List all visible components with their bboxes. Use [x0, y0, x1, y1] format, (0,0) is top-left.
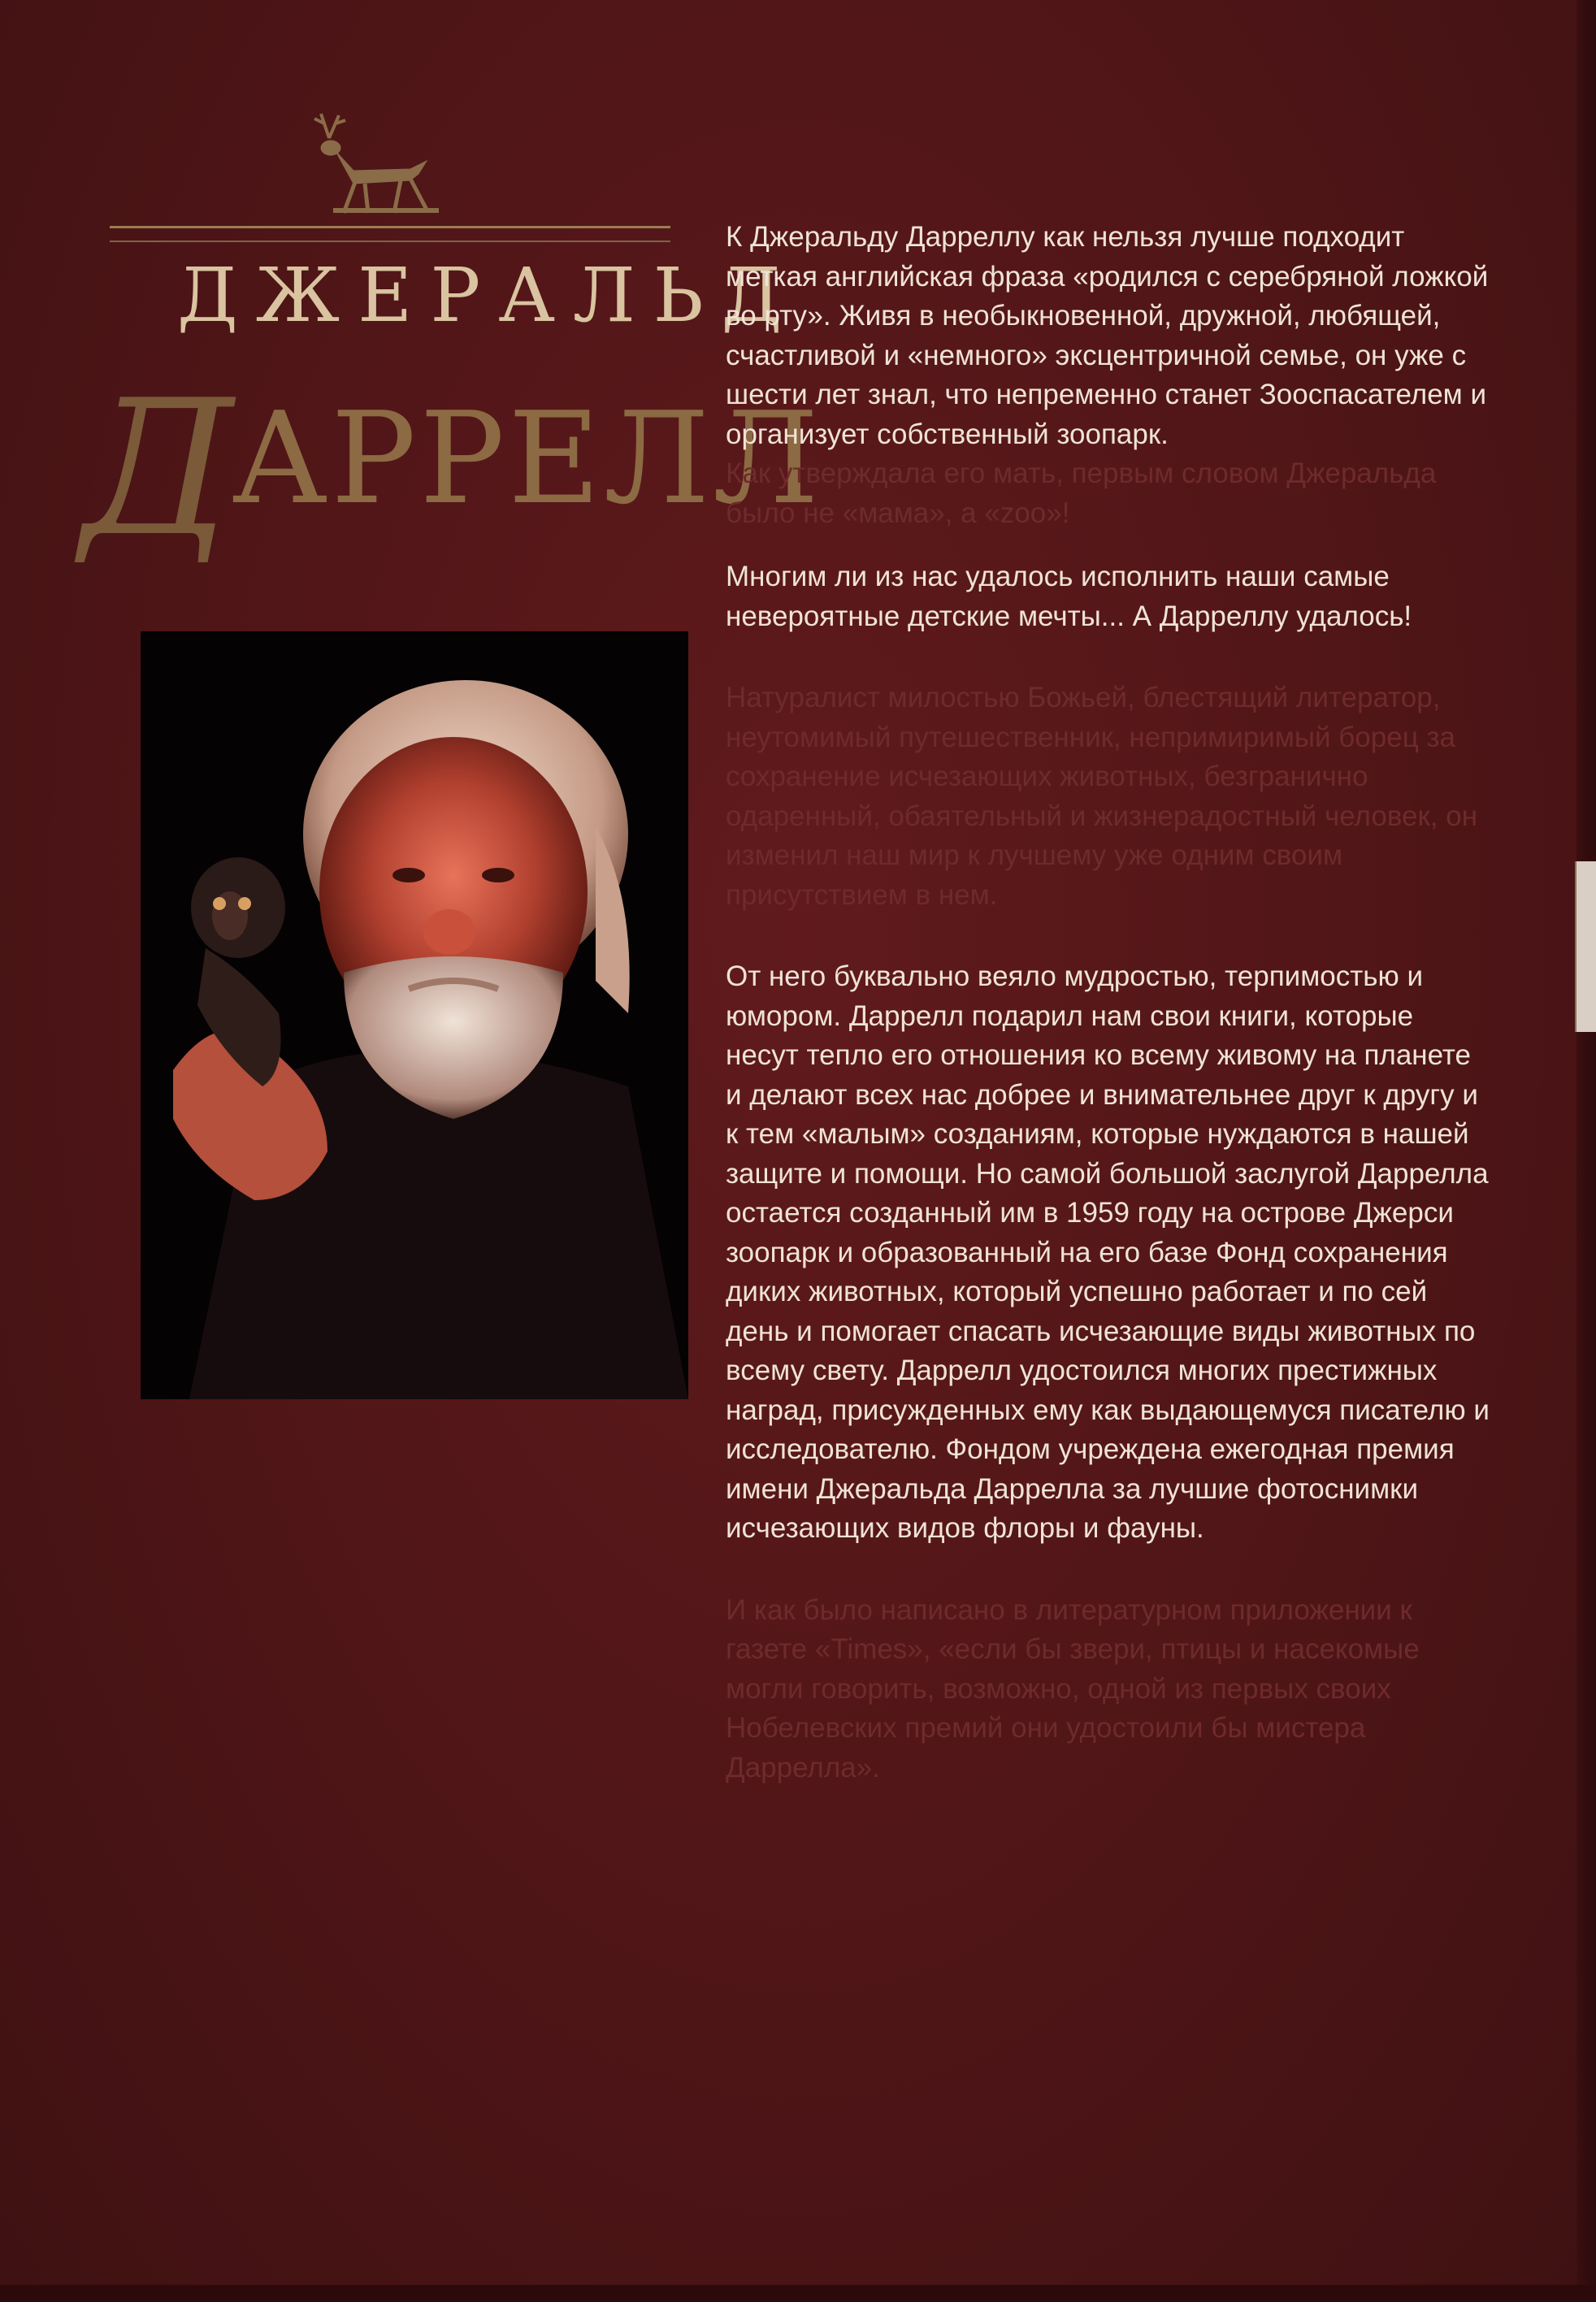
- cover-right-edge: [1576, 0, 1596, 2302]
- author-last-rest: АРРЕЛЛ: [232, 384, 822, 532]
- cover-bottom-edge: [0, 2285, 1596, 2302]
- author-portrait-image: [141, 631, 688, 1399]
- paragraph-dreams: Многим ли из нас удалось исполнить наши самые невероятные детские мечты... А Дарреллу удалось!: [726, 561, 1412, 632]
- paragraph-naturalist: Натуралист милостью Божьей, блестящий литератор, неутомимый путешественник, непримиримый борец за сохранение исчезающих животных, безгранично одаренный, обаятельный и жизнерадостный человек, он изменил наш мир к лучшему уже одним своим присутствием в нем.: [726, 682, 1478, 911]
- deer-logo-icon: [297, 106, 443, 228]
- author-last-name: [81, 345, 822, 578]
- author-last-initial: Д: [81, 361, 236, 578]
- annotation-text: [726, 218, 1490, 1788]
- paragraph-legacy: От него буквально веяло мудростью, терпимостью и юмором. Даррелл подарил нам свои книги, которые несут тепло его отношения ко всему живому на планете и делают всех нас добрее и внимательнее друг к другу и к тем «малым» созданиям, которые нуждаются в нашей защите и помощи. Но самой большой заслугой Даррелла остается созданный им в 1959 году на острове Джерси зоопарк и образованный на его базе Фонд сохранения диких животных, который успешно работает и по сей день и помогает спасать исчезающие виды животных по всему свету. Даррелл удостоился многих престижных наград, присужденных ему как выдающемуся писателю и исследователю. Фондом учреждена ежегодная премия имени Джеральда Даррелла за лучшие фотоснимки исчезающих видов флоры и фауны.: [726, 960, 1490, 1544]
- cover-edge-tab: [1575, 861, 1596, 1032]
- paragraph-first-word: Как утверждала его мать, первым словом Джеральда было не «мама», а «zoo»!: [726, 457, 1437, 529]
- title-rule-top: [110, 226, 670, 228]
- paragraph-intro: К Джеральду Дарреллу как нельзя лучше подходит меткая английская фраза «родился с серебряной ложкой во рту». Живя в необыкновенной, дружной, любящей, счастливой и «немного» эксцентричной семье, он уже с шести лет знал, что непременно станет Зооспасателем и организует собственный зоопарк.: [726, 221, 1489, 450]
- author-photo: [141, 631, 688, 1399]
- paragraph-times-quote: И как было написано в литературном приложении к газете «Times», «если бы звери, птицы и насекомые могли говорить, возможно, одной из первых своих Нобелевских премий они удостоили бы мистера Даррелла».: [726, 1593, 1420, 1784]
- author-first-name: ДЖЕРАЛЬД: [177, 252, 800, 339]
- title-rule-bottom: [110, 241, 670, 242]
